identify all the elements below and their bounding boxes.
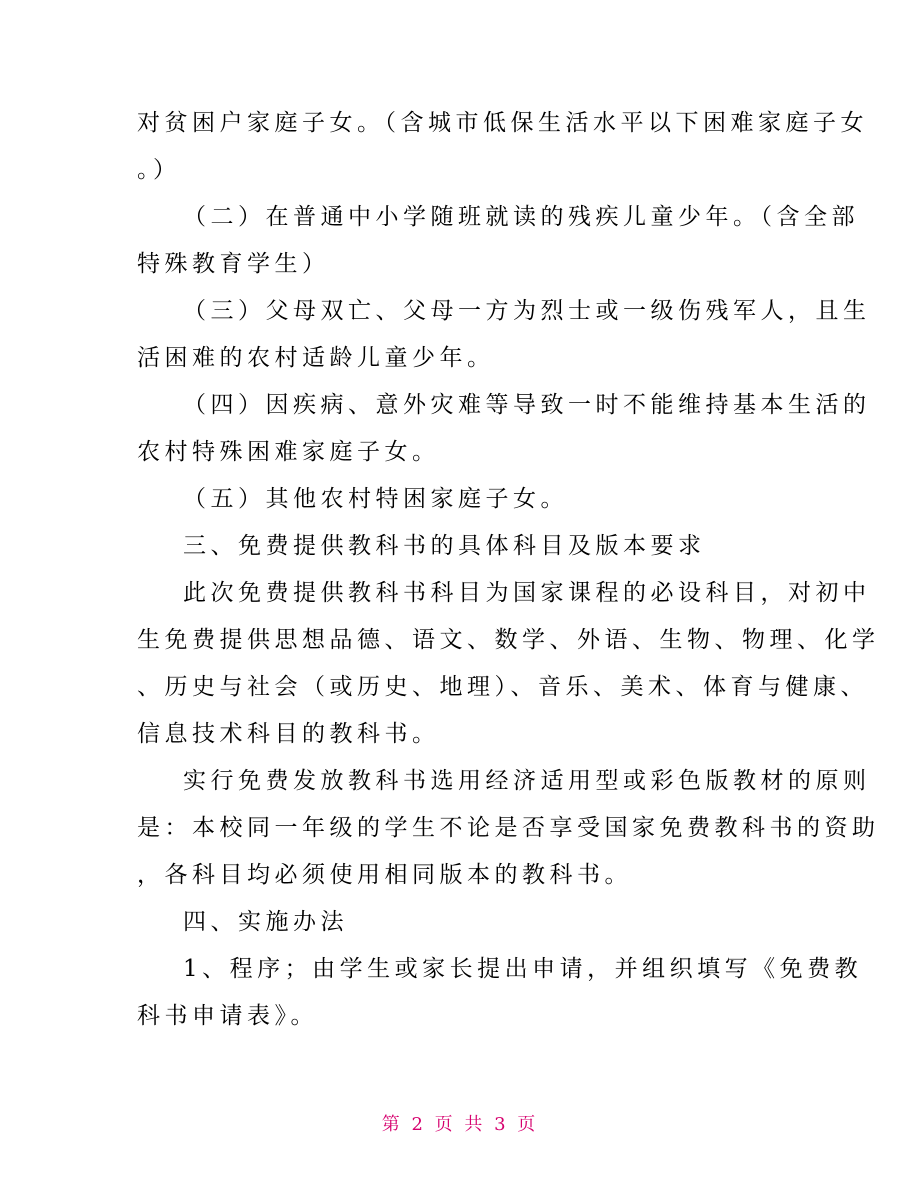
text-line: （五）其他农村特困家庭子女。 (183, 486, 568, 512)
text-line: 三、免费提供教科书的具体科目及版本要求 (183, 533, 706, 559)
text-line: 是：本校同一年级的学生不论是否享受国家免费教科书的资助 (137, 815, 880, 841)
text-line: 此次免费提供教科书科目为国家课程的必设科目，对初中 (183, 580, 871, 606)
page-footer: 第 2 页 共 3 页 (381, 1114, 539, 1135)
text-line: 生免费提供思想品德、语文、数学、外语、生物、物理、化学 (137, 627, 880, 653)
text-line: 对贫困户家庭子女。（含城市低保生活水平以下困难家庭子女 (137, 110, 868, 136)
text-line: 1、程序；由学生或家长提出申请，并组织填写《免费教 (183, 956, 863, 982)
text-line: 。） (137, 157, 181, 183)
text-line: 、历史与社会（或历史、地理）、音乐、美术、体育与健康、 (137, 674, 868, 700)
text-line: （三）父母双亡、父母一方为烈士或一级伤残军人，且生 (183, 298, 871, 324)
document-body (137, 100, 880, 1040)
text-line: 农村特殊困难家庭子女。 (137, 439, 440, 465)
text-line: ，各科目均必须使用相同版本的教科书。 (137, 862, 632, 888)
text-line: （二）在普通中小学随班就读的残疾儿童少年。（含全部 (183, 204, 859, 230)
text-line: 实行免费发放教科书选用经济适用型或彩色版教材的原则 (183, 768, 871, 794)
text-line: 活困难的农村适龄儿童少年。 (137, 345, 495, 371)
text-line: 科书申请表》。 (137, 1003, 318, 1029)
text-line: （四）因疾病、意外灾难等导致一时不能维持基本生活的 (183, 392, 871, 418)
text-line: 信息技术科目的教科书。 (137, 721, 440, 747)
text-line: 特殊教育学生） (137, 251, 330, 277)
text-line: 四、实施办法 (183, 909, 348, 935)
